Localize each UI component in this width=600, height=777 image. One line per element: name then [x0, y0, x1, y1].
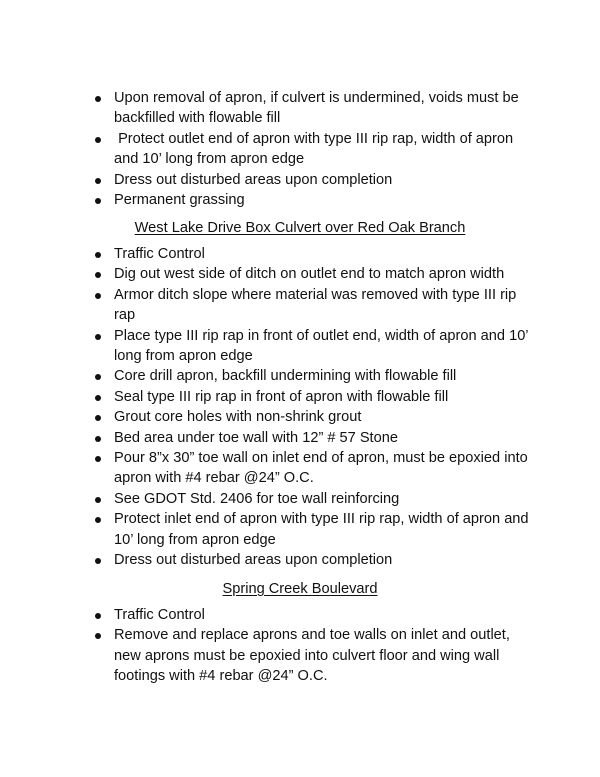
list-item-text: Core drill apron, backfill undermining with flowable fill: [114, 368, 457, 385]
list-item: [92, 407, 532, 427]
list-item: [92, 387, 532, 407]
list-item-text: Protect outlet end of apron with type III rip rap, width of apron and 10’ long from apron edge: [114, 130, 518, 168]
list-item-text: Seal type III rip rap in front of apron with flowable fill: [114, 388, 449, 405]
bullet-icon: [95, 96, 101, 102]
list-item: [92, 366, 532, 386]
list-item-text: Dig out west side of ditch on outlet end to match apron width: [114, 266, 505, 283]
list-item: [92, 285, 532, 326]
bullet-icon: [95, 415, 101, 421]
list-item: [92, 489, 532, 509]
section-heading-west-lake-drive: West Lake Drive Box Culvert over Red Oak Branch: [134, 220, 466, 236]
list-item-text: Pour 8”x 30” toe wall on inlet end of apron, must be epoxied into apron with #4 rebar @24” O.C.: [114, 450, 528, 487]
list-item: [92, 448, 532, 489]
list-item-text: Remove and replace aprons and toe walls on inlet and outlet, new aprons must be epoxied into culvert floor and wing wall footings with #4 rebar @24” O.C.: [114, 627, 510, 685]
bullet-icon: [95, 178, 101, 184]
list-item: [92, 88, 532, 129]
section-heading-spring-creek-boulevard: Spring Creek Boulevard: [222, 581, 378, 597]
list-item-text: Upon removal of apron, if culvert is undermined, voids must be backfilled with flowable fill: [114, 90, 519, 127]
bullet-icon: [95, 293, 101, 299]
bullet-list-spring-creek-boulevard: [92, 605, 532, 687]
bullet-icon: [95, 137, 101, 143]
bullet-icon: [95, 613, 101, 619]
bullet-icon: [95, 374, 101, 380]
list-item: [92, 129, 532, 170]
list-item-text: Permanent grassing: [114, 192, 245, 209]
list-item-text: See GDOT Std. 2406 for toe wall reinforcing: [114, 490, 400, 507]
list-item-text: Armor ditch slope where material was removed with type III rip rap: [114, 286, 517, 324]
bullet-icon: [95, 252, 101, 258]
list-item: [92, 170, 532, 190]
bullet-icon: [95, 497, 101, 503]
list-item-text: Dress out disturbed areas upon completion: [114, 552, 393, 569]
bullet-icon: [95, 558, 101, 564]
list-item: [92, 190, 532, 210]
list-item-text: Traffic Control: [114, 607, 205, 623]
bullet-icon: [95, 395, 101, 401]
list-item: [92, 550, 532, 570]
list-item: [92, 605, 532, 625]
list-item: [92, 326, 532, 367]
list-item-text: Bed area under toe wall with 12” # 57 Stone: [114, 429, 398, 446]
bullet-icon: [95, 334, 101, 340]
list-item: [92, 428, 532, 448]
list-item: [92, 625, 532, 686]
list-item-text: Traffic Control: [114, 246, 205, 262]
list-item: [92, 264, 532, 284]
list-item-text: Protect inlet end of apron with type III rip rap, width of apron and 10’ long from apron edge: [114, 511, 529, 548]
bullet-icon: [95, 517, 101, 523]
bullet-list-west-lake-drive: [92, 244, 532, 571]
bullet-icon: [95, 198, 101, 204]
bullet-list-apron-notes: [92, 88, 532, 210]
list-item-text: Grout core holes with non-shrink grout: [114, 409, 362, 426]
list-item: [92, 509, 532, 550]
list-item: [92, 244, 532, 264]
bullet-icon: [95, 272, 101, 278]
list-item-text: Place type III rip rap in front of outlet end, width of apron and 10’ long from apron edge: [114, 327, 529, 365]
bullet-icon: [95, 456, 101, 462]
bullet-icon: [95, 633, 101, 639]
bullet-icon: [95, 436, 101, 442]
list-item-text: Dress out disturbed areas upon completion: [114, 171, 393, 188]
